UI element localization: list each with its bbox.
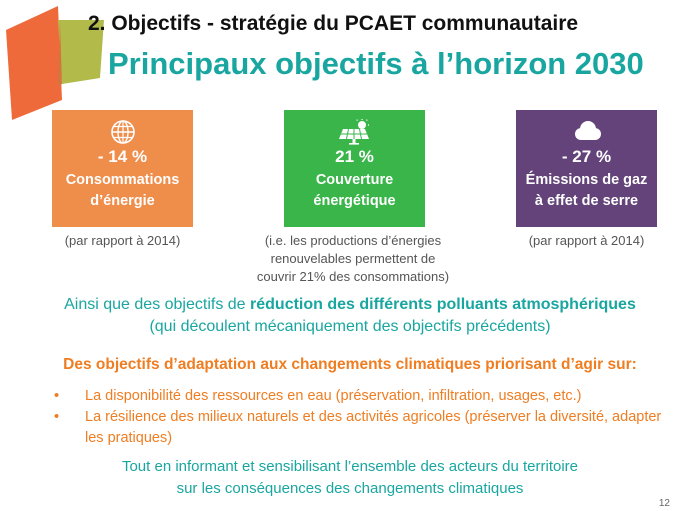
pollutants-note: (qui découlent mécaniquement des objectifs précédents): [149, 318, 551, 335]
objective-ghg-emissions: [516, 110, 657, 227]
objective-label-line1: Couverture: [315, 172, 394, 188]
bullet-icon: •: [54, 388, 60, 404]
list-item-text: La résilience des milieux naturels et des activités agricoles (préserver la diversité, adapter les pratiques): [85, 409, 662, 446]
objective-value: 21 %: [335, 147, 374, 166]
solar-panel-icon: [338, 119, 372, 145]
objective-label-line1: Consommations: [65, 172, 180, 188]
list-item: [54, 407, 674, 449]
objective-note-line: (i.e. les productions d’énergies: [264, 233, 442, 248]
closing-statement: [10, 456, 690, 500]
pollutants-highlight: réduction des différents polluants atmosphériques: [250, 296, 636, 313]
objective-label: [516, 170, 657, 212]
objective-value: - 27 %: [561, 147, 612, 166]
pollutants-prefix: Ainsi que des objectifs de: [64, 296, 251, 313]
objective-label-line2: d’énergie: [90, 193, 155, 209]
objective-label-line1: Émissions de gaz: [525, 172, 648, 188]
objective-note: [40, 232, 205, 250]
bullet-icon: •: [54, 409, 60, 425]
page-number: 12: [658, 498, 670, 509]
objective-note: [504, 232, 669, 250]
adaptation-heading: Des objectifs d’adaptation aux changements climatiques priorisant d’agir sur:: [63, 356, 637, 373]
objective-value: - 14 %: [97, 147, 148, 166]
objective-note-line: (par rapport à 2014): [528, 233, 645, 248]
section-title: 2. Objectifs - stratégie du PCAET communautaire: [88, 12, 579, 35]
objective-energy-consumption: [52, 110, 193, 227]
objective-note-line: renouvelables permettent de: [270, 251, 436, 266]
objective-energy-coverage: [284, 110, 425, 227]
objective-label-line2: à effet de serre: [534, 193, 639, 209]
page-title: Principaux objectifs à l’horizon 2030: [108, 46, 644, 81]
list-item-text: La disponibilité des ressources en eau (préservation, infiltration, usages, etc.): [85, 388, 582, 404]
logo-orange-shape: [6, 6, 62, 120]
globe-icon: [110, 119, 136, 145]
objective-note-line: couvrir 21% des consommations): [256, 269, 450, 284]
cloud-icon: [570, 119, 604, 145]
objective-note: [232, 232, 474, 286]
objective-label: [284, 170, 425, 212]
adaptation-list: [54, 386, 674, 449]
closing-line1: Tout en informant et sensibilisant l’ensemble des acteurs du territoire: [121, 458, 579, 475]
list-item: [54, 386, 674, 407]
objective-label: [52, 170, 193, 212]
pollutants-statement: [10, 294, 690, 338]
closing-line2: sur les conséquences des changements climatiques: [176, 480, 524, 497]
objective-note-line: (par rapport à 2014): [64, 233, 181, 248]
objective-label-line2: énergétique: [313, 193, 396, 209]
